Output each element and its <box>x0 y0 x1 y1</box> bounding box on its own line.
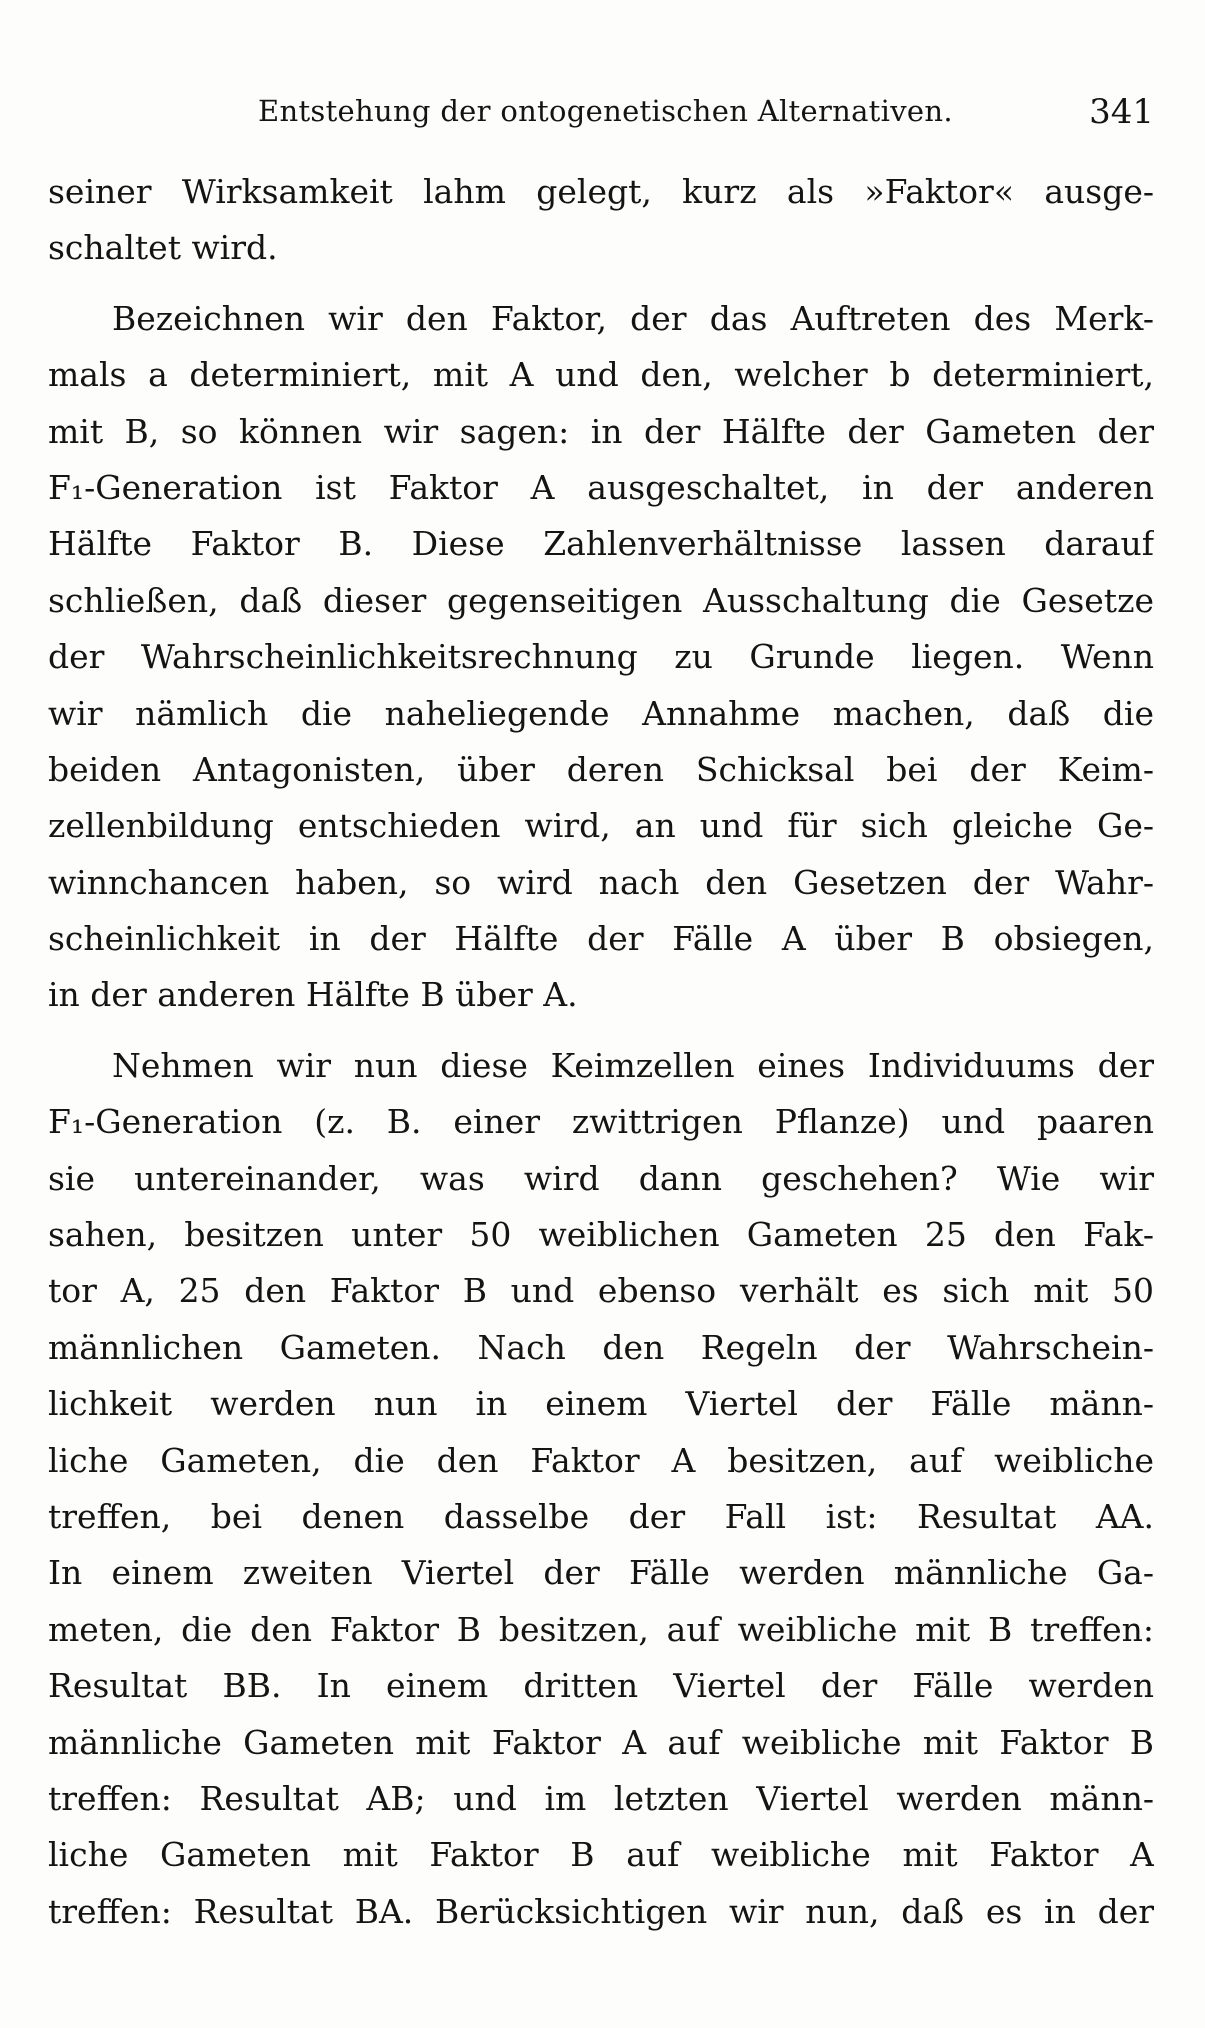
text-line: lichkeit werden nun in einem Viertel der Fälle männ- <box>48 1384 1154 1424</box>
text-line: F₁-Generation ist Faktor A ausgeschaltet, in der anderen <box>48 467 1154 507</box>
text-line: zellenbildung entschieden wird, an und für sich gleiche Ge- <box>48 806 1154 846</box>
text-line: tor A, 25 den Faktor B und ebenso verhält es sich mit 50 <box>48 1271 1154 1311</box>
paragraph-1 <box>48 164 1154 277</box>
text-line: der Wahrscheinlichkeitsrechnung zu Grunde liegen. Wenn <box>48 637 1154 677</box>
text-line: mals a determiniert, mit A und den, welcher b determiniert, <box>48 355 1154 395</box>
body-text <box>48 164 1154 1954</box>
text-line: seiner Wirksamkeit lahm gelegt, kurz als »Faktor« ausge- <box>48 172 1154 211</box>
text-line: sahen, besitzen unter 50 weiblichen Gameten 25 den Fak- <box>48 1215 1154 1255</box>
text-line: liche Gameten, die den Faktor A besitzen, auf weibliche <box>48 1440 1154 1480</box>
text-line: winnchancen haben, so wird nach den Gesetzen der Wahr- <box>48 862 1154 902</box>
text-line: treffen: Resultat BA. Berücksichtigen wir nun, daß es in der <box>48 1891 1154 1931</box>
text-line: in der anderen Hälfte B über A. <box>48 975 578 1015</box>
text-line: Hälfte Faktor B. Diese Zahlenverhältnisse lassen darauf <box>48 524 1154 564</box>
text-line: Resultat BB. In einem dritten Viertel der Fälle werden <box>48 1666 1154 1706</box>
text-line: männlichen Gameten. Nach den Regeln der Wahrschein- <box>48 1327 1154 1367</box>
paragraph-2 <box>48 291 1154 1024</box>
text-line: treffen, bei denen dasselbe der Fall ist: Resultat AA. <box>48 1496 1154 1536</box>
text-line: beiden Antagonisten, über deren Schicksal bei der Keim- <box>48 749 1154 789</box>
paragraph-3 <box>48 1038 1154 1940</box>
text-line: Bezeichnen wir den Faktor, der das Auftreten des Merk- <box>112 298 1154 338</box>
text-line: liche Gameten mit Faktor B auf weibliche mit Faktor A <box>48 1835 1154 1875</box>
page-number: 341 <box>1089 92 1154 132</box>
text-line: schaltet wird. <box>48 228 278 268</box>
text-line: meten, die den Faktor B besitzen, auf weibliche mit B treffen: <box>48 1609 1154 1649</box>
running-head-title: Entstehung der ontogenetischen Alternativen. <box>258 94 953 128</box>
text-line: sie untereinander, was wird dann geschehen? Wie wir <box>48 1158 1154 1198</box>
text-line: schließen, daß dieser gegenseitigen Ausschaltung die Gesetze <box>48 580 1154 620</box>
text-line: treffen: Resultat AB; und im letzten Viertel werden männ- <box>48 1778 1154 1818</box>
text-line: wir nämlich die naheliegende Annahme machen, daß die <box>48 693 1154 733</box>
running-head <box>48 88 1154 140</box>
text-line: Nehmen wir nun diese Keimzellen eines Individuums der <box>112 1045 1154 1085</box>
text-line: In einem zweiten Viertel der Fälle werden männliche Ga- <box>48 1553 1154 1593</box>
text-line: scheinlichkeit in der Hälfte der Fälle A über B obsiegen, <box>48 919 1154 959</box>
text-line: F₁-Generation (z. B. einer zwittrigen Pflanze) und paaren <box>48 1102 1154 1142</box>
text-line: männliche Gameten mit Faktor A auf weibliche mit Faktor B <box>48 1722 1154 1762</box>
text-line: mit B, so können wir sagen: in der Hälfte der Gameten der <box>48 411 1154 451</box>
